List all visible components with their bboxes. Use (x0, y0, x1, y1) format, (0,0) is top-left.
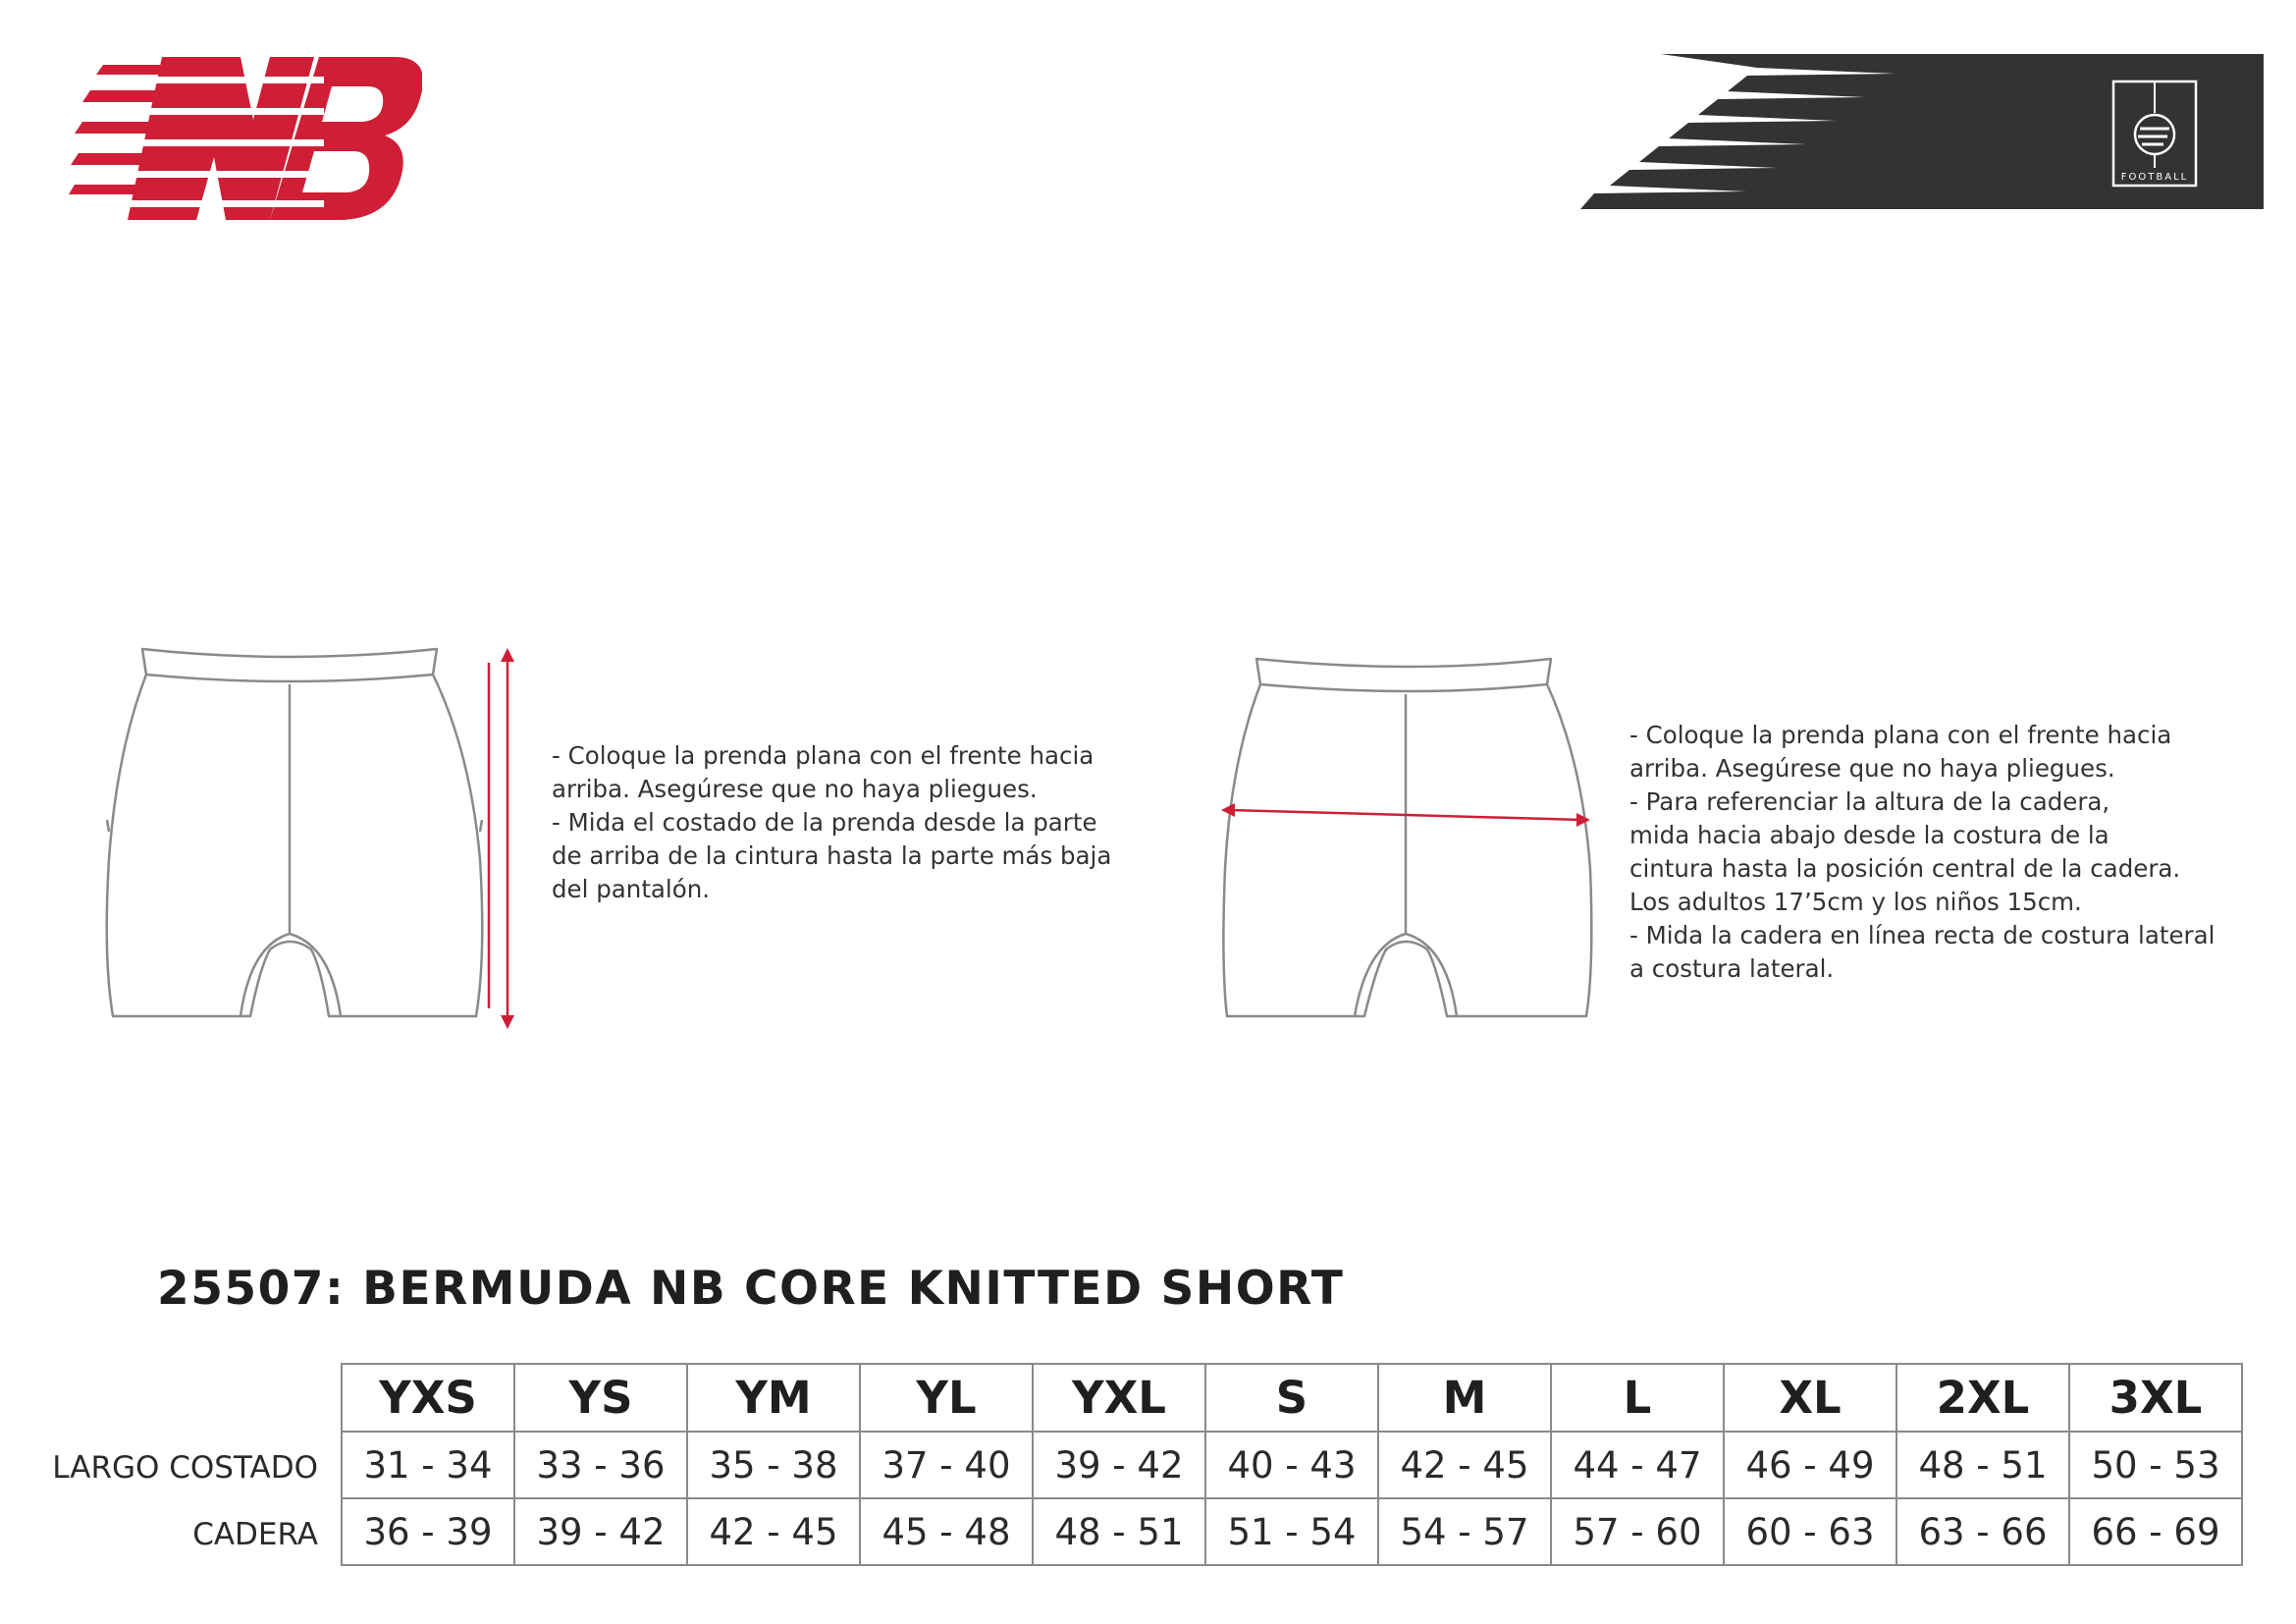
table-cell: 35 - 38 (687, 1432, 860, 1498)
badge-text: FOOTBALL (2120, 172, 2189, 183)
table-cell: 48 - 51 (1896, 1432, 2069, 1498)
short-diagram-length (93, 643, 496, 1031)
size-header: YM (687, 1364, 860, 1432)
table-cell: 44 - 47 (1551, 1432, 1724, 1498)
table-cell: 66 - 69 (2069, 1498, 2242, 1565)
table-cell: 31 - 34 (342, 1432, 514, 1498)
instructions-hip: - Coloque la prenda plana con el frente hacia arriba. Asegúrese que no haya pliegues. - Para referenciar la altura de la cadera, mida hacia abajo desde la costura de la cintura hasta la posición central de la cadera. Los adultos 17’5cm y los niños 15cm. - Mida la cadera en línea recta de costura lateral a costura lateral. (1629, 721, 2216, 983)
size-header: 2XL (1896, 1364, 2069, 1432)
table-cell: 36 - 39 (342, 1498, 514, 1565)
table-cell: 63 - 66 (1896, 1498, 2069, 1565)
product-title: 25507: BERMUDA NB CORE KNITTED SHORT (157, 1262, 1345, 1316)
table-cell: 40 - 43 (1205, 1432, 1378, 1498)
size-table (341, 1363, 2243, 1566)
table-row-cadera (342, 1498, 2242, 1565)
size-header-row (342, 1364, 2242, 1432)
size-header: YL (860, 1364, 1033, 1432)
table-cell: 51 - 54 (1205, 1498, 1378, 1565)
table-cell: 45 - 48 (860, 1498, 1033, 1565)
length-arrow (491, 648, 530, 1031)
table-cell: 57 - 60 (1551, 1498, 1724, 1565)
size-header: YXL (1033, 1364, 1205, 1432)
size-header: 3XL (2069, 1364, 2242, 1432)
row-label-cadera: CADERA (192, 1517, 318, 1552)
table-cell: 54 - 57 (1378, 1498, 1551, 1565)
table-cell: 42 - 45 (1378, 1432, 1551, 1498)
table-cell: 48 - 51 (1033, 1498, 1205, 1565)
table-cell: 39 - 42 (514, 1498, 687, 1565)
table-cell: 46 - 49 (1724, 1432, 1896, 1498)
table-cell: 33 - 36 (514, 1432, 687, 1498)
size-header: S (1205, 1364, 1378, 1432)
size-header: YXS (342, 1364, 514, 1432)
table-cell: 37 - 40 (860, 1432, 1033, 1498)
size-header: M (1378, 1364, 1551, 1432)
table-cell: 60 - 63 (1724, 1498, 1896, 1565)
size-header: L (1551, 1364, 1724, 1432)
nb-football-banner (1580, 54, 2264, 209)
table-row-largo-costado (342, 1432, 2242, 1498)
size-header: XL (1724, 1364, 1896, 1432)
instructions-length: - Coloque la prenda plana con el frente hacia arriba. Asegúrese que no haya pliegues. - Mida el costado de la prenda desde la parte de arriba de la cintura hasta la parte más baja del pantalón. (552, 741, 1112, 903)
row-label-largo-costado: LARGO COSTADO (52, 1450, 318, 1486)
size-header: YS (514, 1364, 687, 1432)
table-cell: 39 - 42 (1033, 1432, 1205, 1498)
table-cell: 50 - 53 (2069, 1432, 2242, 1498)
table-cell: 42 - 45 (687, 1498, 860, 1565)
new-balance-logo (69, 51, 422, 226)
short-diagram-hip (1217, 653, 1605, 1031)
